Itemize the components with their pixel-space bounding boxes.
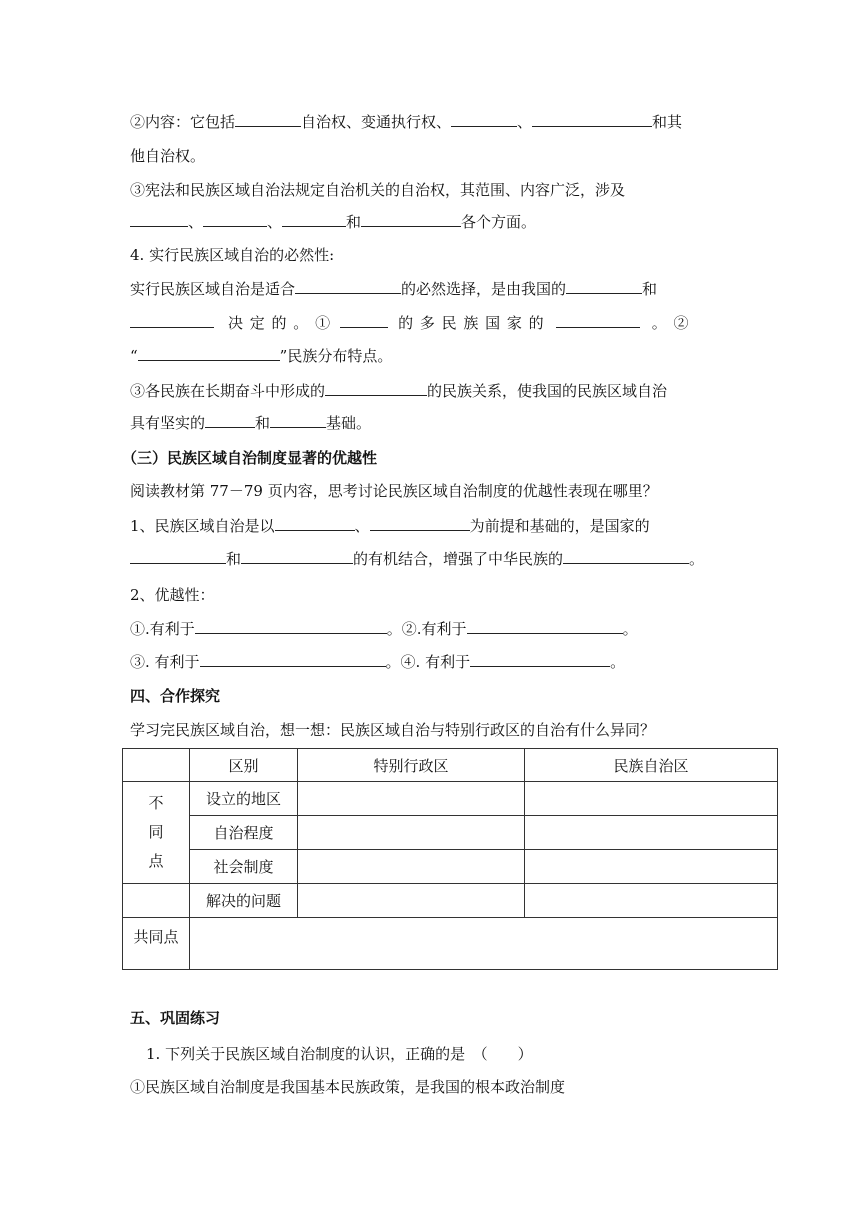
text: 决 定 的 。 ① <box>228 314 331 332</box>
content-line <box>130 619 638 639</box>
content-line <box>130 279 657 299</box>
fill-blank[interactable] <box>275 516 355 531</box>
answer-cell[interactable] <box>525 884 778 918</box>
content-line <box>130 652 625 672</box>
content-line <box>130 413 371 433</box>
text: 和 <box>346 213 362 231</box>
text: 和其 <box>652 113 683 131</box>
text: 自治权、变通执行权、 <box>301 113 452 131</box>
section-heading: 四、合作探究 <box>130 687 221 705</box>
content-line <box>130 381 667 401</box>
text: 的民族关系，使我国的民族区域自治 <box>427 382 668 400</box>
row-label: 自治程度 <box>190 816 298 850</box>
text: 各个方面。 <box>461 213 537 231</box>
text: 和 <box>226 550 242 568</box>
content-line: 他自治权。 <box>130 147 206 165</box>
answer-cell[interactable] <box>298 884 525 918</box>
table-row <box>123 816 778 850</box>
fill-blank[interactable] <box>130 313 214 328</box>
text: 为前提和基础的，是国家的 <box>469 517 650 535</box>
text: 基础。 <box>326 414 372 432</box>
text: 的有机结合，增强了中华民族的 <box>353 550 564 568</box>
content-line: 学习完民族区域自治，想一想：民族区域自治与特别行政区的自治有什么异同？ <box>130 721 656 739</box>
group-label <box>123 782 190 884</box>
answer-cell[interactable] <box>298 816 525 850</box>
fill-blank[interactable] <box>200 652 386 667</box>
text: 。 ② <box>651 314 689 332</box>
table-header: 区别 <box>190 749 298 782</box>
fill-blank[interactable] <box>195 619 387 634</box>
table-row <box>123 782 778 816</box>
content-line <box>130 346 392 366</box>
text: 。 <box>610 653 626 671</box>
text: 、 <box>267 213 283 231</box>
fill-blank[interactable] <box>270 413 326 428</box>
content-line: 阅读教材第 77－79 页内容，思考讨论民族区域自治制度的优越性表现在哪里？ <box>130 482 658 500</box>
section-heading: 五、巩固练习 <box>130 1009 221 1027</box>
table-header: 民族自治区 <box>525 749 778 782</box>
content-line: 2、优越性： <box>130 586 215 604</box>
row-label: 设立的地区 <box>190 782 298 816</box>
text: 。 <box>622 620 638 638</box>
question-option: ①民族区域自治制度是我国基本民族政策，是我国的根本政治制度 <box>130 1078 566 1096</box>
section-heading: （三）民族区域自治制度显著的优越性 <box>122 449 378 467</box>
text: 。②.有利于 <box>386 620 467 638</box>
answer-cell[interactable] <box>525 850 778 884</box>
fill-blank[interactable] <box>130 212 188 227</box>
text: 的必然选择，是由我国的 <box>401 280 567 298</box>
text: 、 <box>517 113 533 131</box>
text: ②内容：它包括 <box>130 113 236 131</box>
fill-blank[interactable] <box>556 313 640 328</box>
answer-cell[interactable] <box>525 782 778 816</box>
answer-cell[interactable] <box>190 918 778 970</box>
fill-blank[interactable] <box>203 212 267 227</box>
text: “ <box>130 347 138 365</box>
group-char: 点 <box>148 852 164 870</box>
question: 1. 下列关于民族区域自治制度的认识，正确的是 （ ） <box>146 1045 533 1063</box>
fill-blank[interactable] <box>563 549 689 564</box>
text: 1、民族区域自治是以 <box>130 517 275 535</box>
fill-blank[interactable] <box>205 413 255 428</box>
group-char: 不 <box>148 794 164 812</box>
fill-blank[interactable] <box>566 279 642 294</box>
fill-blank[interactable] <box>370 516 470 531</box>
answer-cell[interactable] <box>298 782 525 816</box>
row-label: 社会制度 <box>190 850 298 884</box>
content-line <box>130 516 650 536</box>
answer-cell[interactable] <box>525 816 778 850</box>
fill-blank[interactable] <box>325 381 427 396</box>
fill-blank[interactable] <box>467 619 623 634</box>
group-char: 同 <box>148 823 164 841</box>
content-line <box>130 549 704 569</box>
text: ③. 有利于 <box>130 653 200 671</box>
fill-blank[interactable] <box>130 549 226 564</box>
table-header-row <box>123 749 778 782</box>
comparison-table <box>122 748 778 970</box>
fill-blank[interactable] <box>361 212 461 227</box>
text: 实行民族区域自治是适合 <box>130 280 296 298</box>
table-cell <box>123 749 190 782</box>
fill-blank[interactable] <box>470 652 610 667</box>
text: 、 <box>354 517 370 535</box>
text: 和 <box>255 414 271 432</box>
content-line <box>130 212 536 232</box>
table-header: 特别行政区 <box>298 749 525 782</box>
text: 的 多 民 族 国 家 的 <box>398 314 544 332</box>
content-line <box>130 112 682 132</box>
table-row <box>123 850 778 884</box>
text: ③各民族在长期奋斗中形成的 <box>130 382 326 400</box>
fill-blank[interactable] <box>138 346 280 361</box>
fill-blank[interactable] <box>295 279 401 294</box>
row-label: 共同点 <box>123 918 190 970</box>
text: ①.有利于 <box>130 620 195 638</box>
row-label: 解决的问题 <box>190 884 298 918</box>
answer-cell[interactable] <box>298 850 525 884</box>
fill-blank[interactable] <box>451 112 517 127</box>
text: 。④. 有利于 <box>385 653 471 671</box>
fill-blank[interactable] <box>340 313 388 328</box>
text: ”民族分布特点。 <box>279 347 393 365</box>
fill-blank[interactable] <box>532 112 652 127</box>
text: 具有坚实的 <box>130 414 206 432</box>
table-row <box>123 884 778 918</box>
text: 和 <box>642 280 658 298</box>
content-line: ③宪法和民族区域自治法规定自治机关的自治权，其范围、内容广泛，涉及 <box>130 181 626 199</box>
text: 。 <box>689 550 705 568</box>
fill-blank[interactable] <box>241 549 353 564</box>
table-row <box>123 918 778 970</box>
fill-blank[interactable] <box>235 112 301 127</box>
fill-blank[interactable] <box>282 212 346 227</box>
table-cell <box>123 884 190 918</box>
section-heading: 4. 实行民族区域自治的必然性: <box>130 246 335 264</box>
content-line <box>130 313 688 333</box>
text: 、 <box>188 213 204 231</box>
